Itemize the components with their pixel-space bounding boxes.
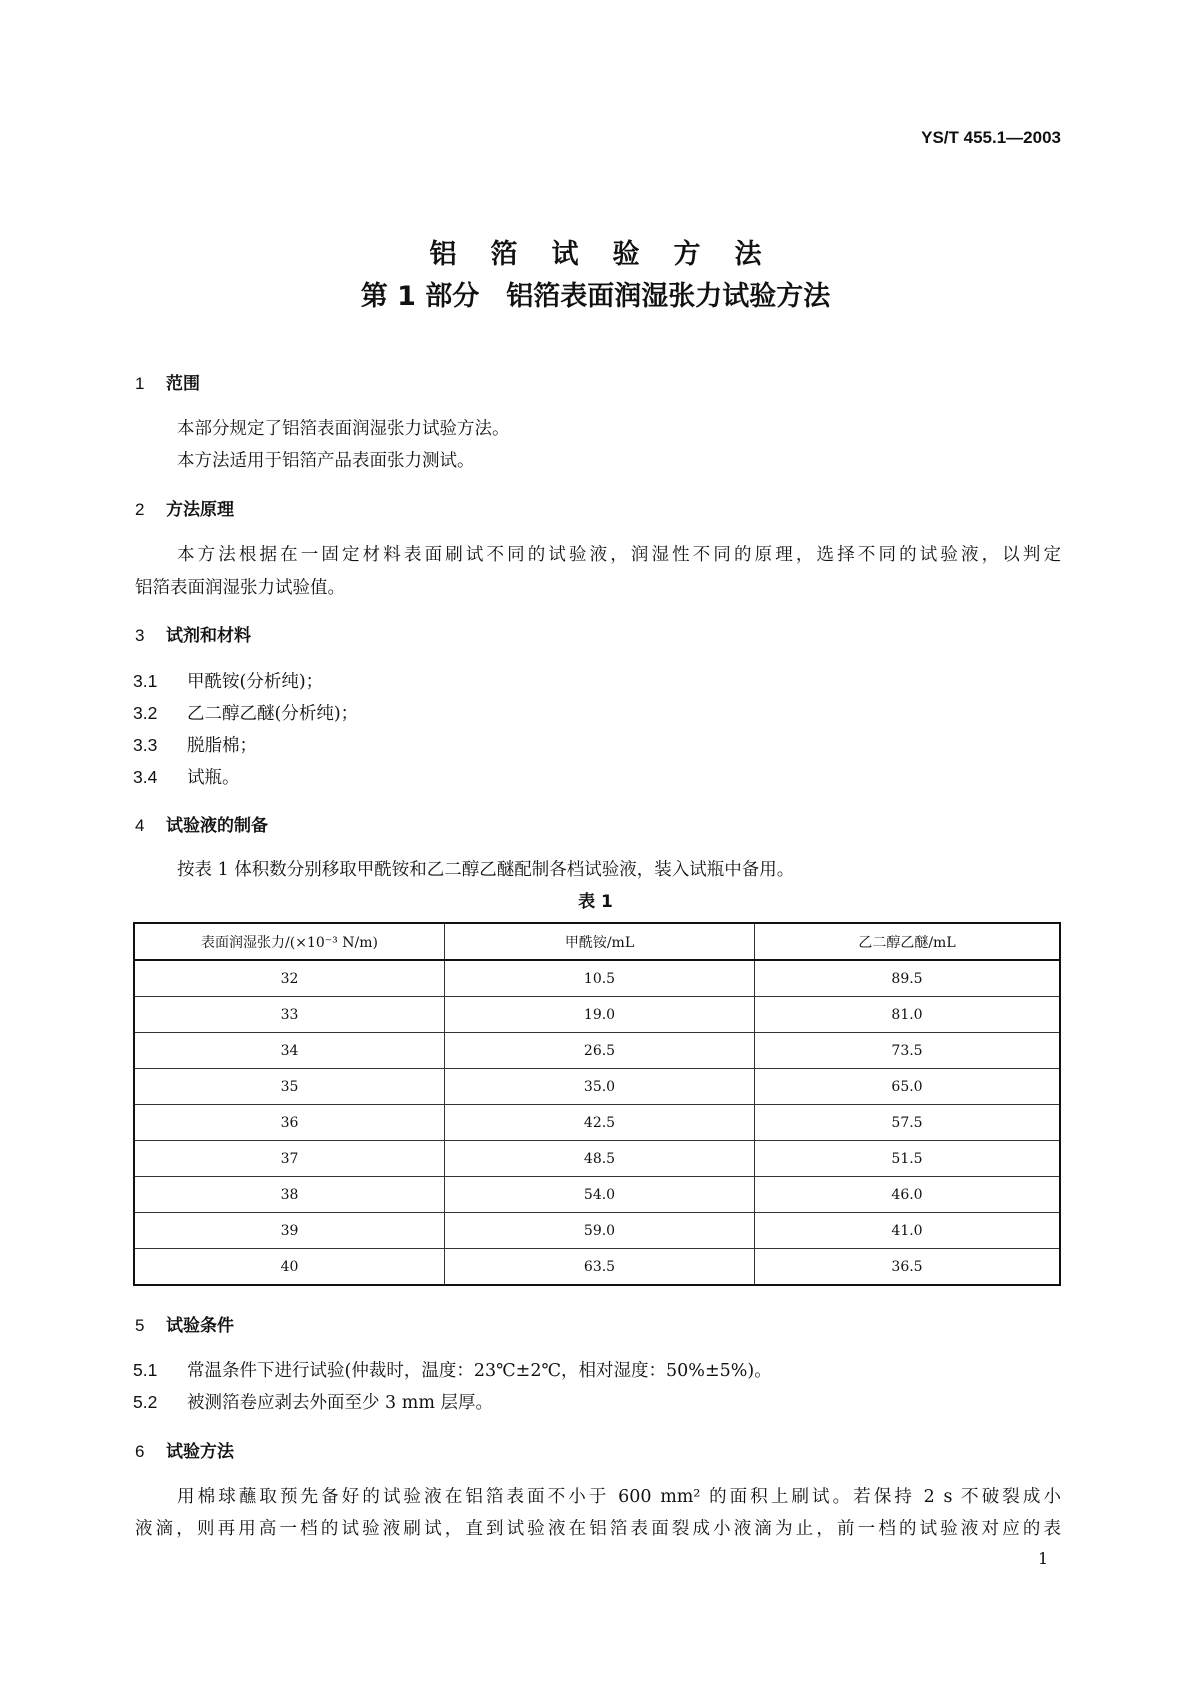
table-cell: 36.5	[755, 1249, 1061, 1286]
data-table	[133, 922, 1061, 1286]
table-cell: 89.5	[755, 960, 1061, 997]
table-cell: 41.0	[755, 1213, 1061, 1249]
page-number: 1	[1038, 1549, 1049, 1568]
table-cell: 42.5	[445, 1105, 755, 1141]
table-row	[134, 1177, 1060, 1213]
table-row	[134, 1105, 1060, 1141]
column-header: 甲酰铵/mL	[445, 923, 755, 960]
table-cell: 51.5	[755, 1141, 1061, 1177]
table-row	[134, 997, 1060, 1033]
table-row	[134, 1033, 1060, 1069]
table-cell: 19.0	[445, 997, 755, 1033]
table-cell: 34	[134, 1033, 445, 1069]
section-heading-2: 2 方法原理	[135, 500, 234, 520]
paragraph: 本方法根据在一固定材料表面刷试不同的试验液，润湿性不同的原理，选择不同的试验液，以判定	[177, 545, 1061, 565]
column-header: 乙二醇乙醚/mL	[755, 923, 1061, 960]
table-cell: 63.5	[445, 1249, 755, 1286]
table-cell: 46.0	[755, 1177, 1061, 1213]
table-cell: 33	[134, 997, 445, 1033]
table-cell: 10.5	[445, 960, 755, 997]
table-cell: 26.5	[445, 1033, 755, 1069]
doc-title: 铝箔试验方法	[429, 239, 796, 270]
table-cell: 38	[134, 1177, 445, 1213]
table-cell: 59.0	[445, 1213, 755, 1249]
section-heading-1: 1 范围	[135, 374, 200, 394]
list-item: 5.1 常温条件下进行试验(仲裁时，温度：23℃±2℃，相对湿度：50%±5%)。	[133, 1360, 772, 1381]
table-cell: 40	[134, 1249, 445, 1286]
table-row	[134, 1141, 1060, 1177]
list-item: 3.1 甲酰铵(分析纯)；	[133, 671, 324, 692]
table-cell: 35.0	[445, 1069, 755, 1105]
section-heading-3: 3 试剂和材料	[135, 626, 251, 646]
table-cell: 81.0	[755, 997, 1061, 1033]
list-item: 3.2 乙二醇乙醚(分析纯)；	[133, 703, 359, 724]
table-cell: 32	[134, 960, 445, 997]
table-row	[134, 1249, 1060, 1286]
table-cell: 48.5	[445, 1141, 755, 1177]
table-row	[134, 960, 1060, 997]
table-cell: 57.5	[755, 1105, 1061, 1141]
paragraph: 按表 1 体积数分别移取甲酰铵和乙二醇乙醚配制各档试验液，装入试瓶中备用。	[177, 860, 795, 880]
table-cell: 36	[134, 1105, 445, 1141]
table-caption: 表 1	[578, 892, 613, 912]
standard-number: YS/T 455.1—2003	[921, 128, 1061, 147]
paragraph: 铝箔表面润湿张力试验值。	[135, 578, 345, 598]
table-cell: 73.5	[755, 1033, 1061, 1069]
paragraph: 用棉球蘸取预先备好的试验液在铝箔表面不小于 600 mm² 的面积上刷试。若保持 2 s 不破裂成小	[177, 1487, 1061, 1507]
section-heading-4: 4 试验液的制备	[135, 816, 268, 836]
table-cell: 54.0	[445, 1177, 755, 1213]
table-cell: 39	[134, 1213, 445, 1249]
table-cell: 35	[134, 1069, 445, 1105]
list-item: 5.2 被测箔卷应剥去外面至少 3 mm 层厚。	[133, 1392, 494, 1413]
paragraph: 液滴，则再用高一档的试验液刷试，直到试验液在铝箔表面裂成小液滴为止，前一档的试验液对应的表	[135, 1519, 1061, 1539]
column-header: 表面润湿张力/(×10⁻³ N/m)	[134, 923, 445, 960]
paragraph: 本方法适用于铝箔产品表面张力测试。	[177, 451, 475, 471]
list-item: 3.3 脱脂棉；	[133, 735, 257, 756]
table-cell: 37	[134, 1141, 445, 1177]
table-row	[134, 1069, 1060, 1105]
table-row	[134, 1213, 1060, 1249]
doc-subtitle: 第 1 部分 铝箔表面润湿张力试验方法	[360, 281, 831, 312]
section-heading-5: 5 试验条件	[135, 1316, 234, 1336]
list-item: 3.4 试瓶。	[133, 767, 240, 788]
paragraph: 本部分规定了铝箔表面润湿张力试验方法。	[177, 419, 510, 439]
table-cell: 65.0	[755, 1069, 1061, 1105]
section-heading-6: 6 试验方法	[135, 1442, 234, 1462]
